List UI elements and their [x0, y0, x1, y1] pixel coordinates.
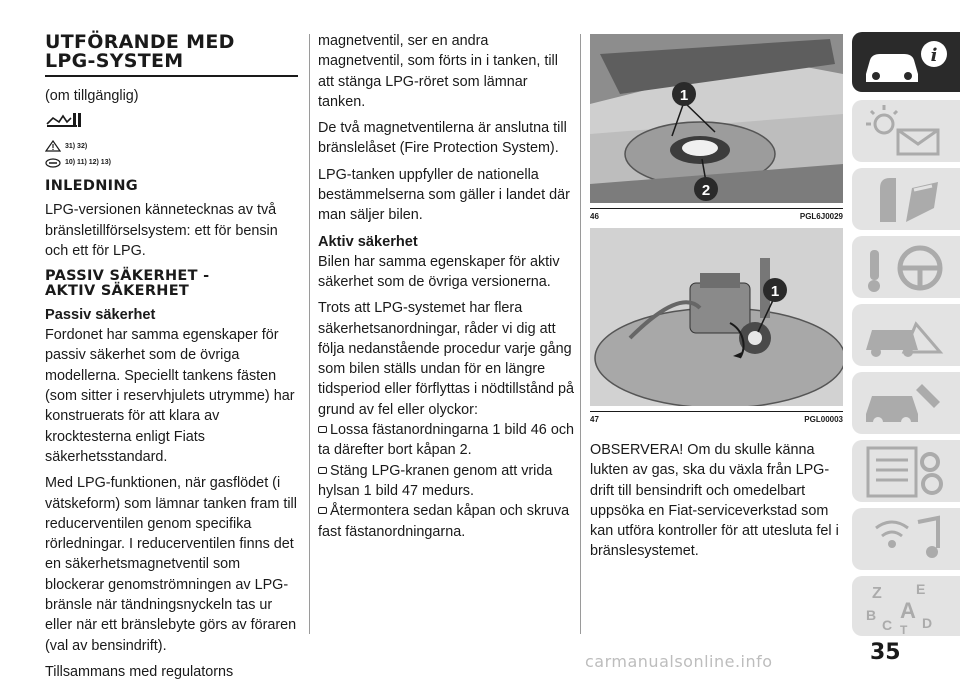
- bullet-icon: [318, 467, 327, 474]
- col2-paragraph-3: LPG-tanken uppfyller de nationella bestämmelserna som gäller i landet där man säljer bilen.: [318, 166, 570, 224]
- bullet-item: Återmontera sedan kåpan och skruva fast fästanordningarna.: [318, 503, 570, 540]
- callout-2: 2: [701, 182, 711, 199]
- svg-text:A: A: [900, 598, 916, 623]
- title-rule: [45, 75, 298, 77]
- col2-paragraph-4: Bilen har samma egenskaper för aktiv säkerhet som de övriga versionerna.: [318, 253, 560, 290]
- column-1: [45, 0, 300, 688]
- column-divider-1: [309, 34, 310, 634]
- caution-hand-icon: [45, 156, 61, 168]
- tile-warning-lights[interactable]: [852, 100, 960, 162]
- bullet-item: Stäng LPG-kranen genom att vrida hylsan 1 bild 47 medurs.: [318, 462, 553, 499]
- car-service-icon: [852, 372, 960, 434]
- tile-maintenance[interactable]: [852, 372, 960, 434]
- page-number: 35: [870, 640, 901, 665]
- heading-intro: INLEDNING: [45, 178, 138, 195]
- callout-1: 1: [679, 87, 689, 104]
- figure-47-valve: [590, 228, 843, 406]
- caution-ref-2: 10) 11) 12) 13): [45, 155, 300, 169]
- title-line-2: LPG-SYSTEM: [45, 50, 184, 72]
- heading-safety: PASSIV SÄKERHET - AKTIV SÄKERHET: [45, 268, 210, 300]
- maintenance-list-icon: [852, 440, 960, 502]
- column-divider-2: [580, 34, 581, 634]
- warning-ref-1: 31) 32): [45, 139, 300, 153]
- col2-paragraph-5: Trots att LPG-systemet har flera säkerhetsanordningar, råder vi dig att följa nedanstående procedur varje gång som bilen ställs undan för en längre tidsperiod eller förflyttas i nödtillstånd på grund av fel eller olyckor:: [318, 300, 574, 418]
- tile-index[interactable]: [852, 576, 960, 636]
- figure-47-illustration: [590, 228, 843, 406]
- availability-note: (om tillgänglig): [45, 88, 139, 104]
- title-line-1: UTFÖRANDE MED: [45, 31, 235, 53]
- watermark-text: carmanualsonline.info: [585, 652, 773, 671]
- tile-emergency[interactable]: [852, 304, 960, 366]
- tile-multimedia[interactable]: [852, 508, 960, 570]
- callout-3: 1: [770, 283, 780, 300]
- index-alphabet-icon: [852, 576, 960, 636]
- figure-46-caption: 46 PGL6J0029: [590, 208, 843, 221]
- heading-active: Aktiv säkerhet: [318, 233, 418, 250]
- car-crash-icon: [852, 304, 960, 366]
- svg-text:T: T: [900, 623, 908, 636]
- tile-safety[interactable]: [852, 168, 960, 230]
- column-3-text: [590, 440, 845, 568]
- car-info-icon: [852, 32, 960, 92]
- col2-paragraph-1: magnetventil, ser en andra magnetventil, som förts in i tanken, till att stänga LPG-röret som lämnar tanken.: [318, 33, 558, 110]
- heading-passive: Passiv säkerhet: [45, 307, 156, 324]
- seat-airbag-icon: [852, 168, 960, 230]
- section-title: [45, 33, 300, 71]
- figure-47-caption: 47 PGL00003: [590, 411, 843, 424]
- bullet-item: Lossa fästanordningarna 1 bild 46 och ta därefter bort kåpan 2.: [318, 422, 575, 459]
- svg-text:C: C: [882, 617, 893, 633]
- passive-paragraph-3: Tillsammans med regulatorns: [45, 663, 234, 680]
- lpg-fuel-icon: [45, 110, 83, 130]
- column-2: [318, 31, 576, 542]
- steering-key-icon: [852, 236, 960, 298]
- svg-text:D: D: [922, 615, 933, 631]
- svg-text:i: i: [930, 45, 938, 66]
- chapter-sidebar: [852, 32, 960, 636]
- svg-text:E: E: [916, 581, 926, 597]
- tile-technical-data[interactable]: [852, 440, 960, 502]
- passive-paragraph-1: Fordonet har samma egenskaper för passiv säkerhet som de övriga modellerna. Speciellt tankens fästen (som sitter i reservhjulets utrymme) har konstruerats för att klara av krocktesterna enligt Fiats säkerhetsstandard.: [45, 327, 295, 465]
- figure-46-trunk: [590, 34, 843, 203]
- passive-paragraph-2: Med LPG-funktionen, när gasflödet (i vätskeform) som lämnar tanken fram till reducerventilen genom specifika rörledningar. I reducerventilen finns det en säkerhetsmagnetventil som blockerar genomströmningen av LPG-bränsle när tändningsnyckeln tas ur eller när ett bränslebyte görs av föraren (val av bensindrift).: [45, 475, 297, 654]
- tile-car-info[interactable]: [852, 32, 960, 92]
- gas-warning-note: OBSERVERA! Om du skulle känna lukten av gas, ska du växla från LPG-drift till bensindrift och omedelbart uppsöka en Fiat-serviceverkstad som kan utföra kontroller för att utesluta fel i bränslesystemet.: [590, 442, 839, 560]
- warning-lights-icon: [852, 100, 960, 162]
- intro-paragraph: LPG-versionen kännetecknas av två bränsletillförselsystem: ett för bensin och ett för LPG.: [45, 202, 278, 259]
- multimedia-icon: [852, 508, 960, 570]
- bullet-icon: [318, 507, 327, 514]
- col2-paragraph-2: De två magnetventilerna är anslutna till bränslelåset (Fire Protection System).: [318, 120, 567, 157]
- warning-triangle-icon: [45, 140, 61, 152]
- tile-starting-driving[interactable]: [852, 236, 960, 298]
- svg-text:B: B: [866, 607, 877, 623]
- figure-46-illustration: [590, 34, 843, 203]
- svg-text:Z: Z: [872, 585, 882, 602]
- bullet-icon: [318, 426, 327, 433]
